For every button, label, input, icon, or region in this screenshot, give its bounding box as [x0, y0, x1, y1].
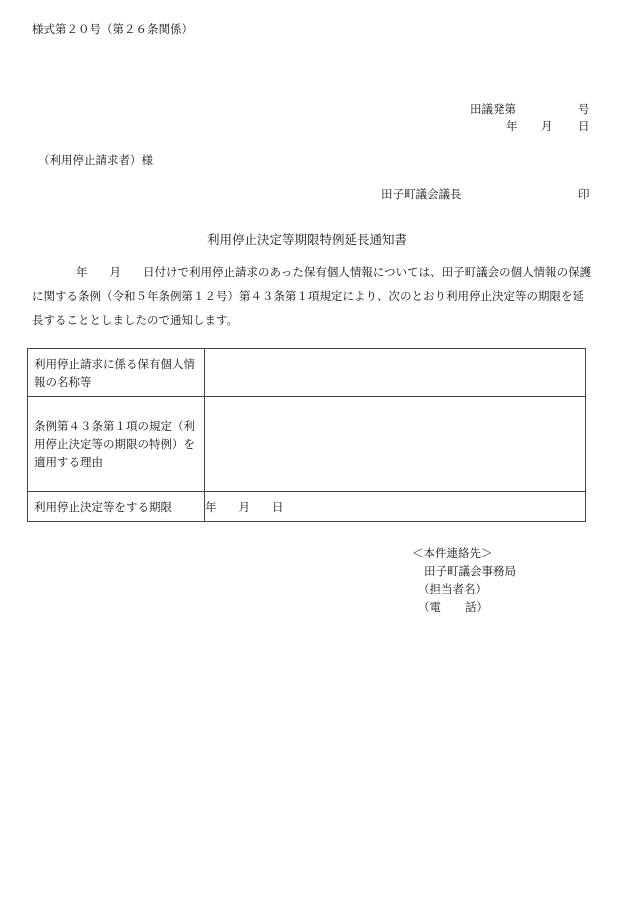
- deadline-month: 月: [238, 499, 250, 514]
- contact-person: （担当者名）: [418, 582, 487, 596]
- contact-phone: [418, 599, 488, 615]
- form-number: 様式第２０号（第２６条関係）: [32, 22, 193, 36]
- info-table: [27, 348, 586, 522]
- issue-date-month: 月: [541, 119, 553, 133]
- body-date-month: 月: [109, 265, 121, 279]
- row-value-deadline: [205, 492, 586, 522]
- table-row: [28, 349, 586, 397]
- row-label-reason: 条例第４３条第１項の規定（利用停止決定等の期限の特例）を適用する理由: [28, 397, 205, 492]
- deadline-year: 年: [205, 499, 217, 514]
- deadline-day: 日: [272, 499, 284, 514]
- table-row: [28, 397, 586, 492]
- doc-number-suffix: 号: [578, 102, 590, 116]
- body-date-year: 年: [76, 265, 88, 279]
- addressee: （利用停止請求者）様: [38, 153, 153, 167]
- issue-date-day: 日: [578, 119, 590, 133]
- table-row: [28, 492, 586, 522]
- contact-office: 田子町議会事務局: [424, 564, 516, 578]
- sender-name: 田子町議会議長: [381, 187, 462, 201]
- body-text: 日付けで利用停止請求のあった保有個人情報については、田子町議会の個人情報の保護に関する条例（令和５年条例第１２号）第４３条第１項規定により、次のとおり利用停止決定等の期限を延長することとしましたので通知します。: [32, 265, 592, 327]
- doc-number-prefix: 田議発第: [470, 102, 516, 116]
- sender-seal: 印: [578, 187, 590, 201]
- row-label-deadline: 利用停止決定等をする期限: [28, 492, 205, 522]
- row-value-reason: [205, 397, 586, 492]
- row-label-info-name: 利用停止請求に係る保有個人情報の名称等: [28, 349, 205, 397]
- contact-heading: ＜本件連絡先＞: [412, 546, 493, 560]
- row-value-info-name: [205, 349, 586, 397]
- contact-phone-close: 話）: [465, 600, 488, 614]
- contact-phone-open: （電: [418, 600, 441, 614]
- document-title: 利用停止決定等期限特例延長通知書: [207, 232, 408, 247]
- body-paragraph: [32, 260, 592, 332]
- issue-date-year: 年: [506, 119, 518, 133]
